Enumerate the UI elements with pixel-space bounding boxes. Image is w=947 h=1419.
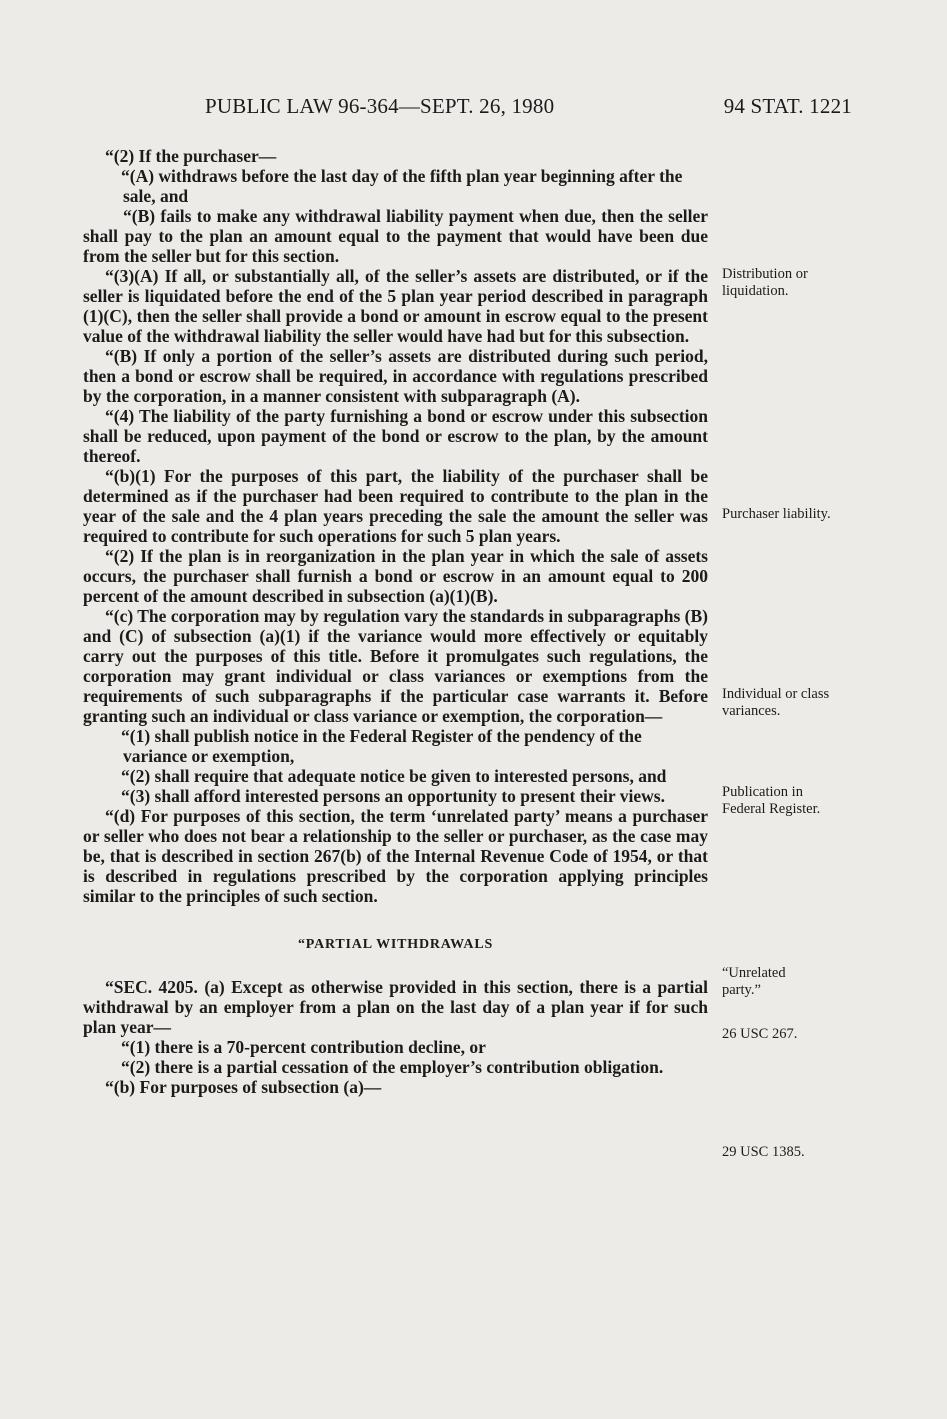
header-page-number: 94 STAT. 1221	[723, 94, 852, 118]
sec-4205-a-1: “(1) there is a 70-percent contribution decline, or	[121, 1037, 486, 1057]
para-c-3: “(3) shall afford interested persons an opportunity to present their views.	[121, 786, 665, 806]
para-4: “(4) The liability of the party furnishing a bond or escrow under this subsection shall be reduced, upon payment of the bond or escrow to the plan, by the amount thereof.	[83, 406, 708, 466]
para-3-A: “(3)(A) If all, or substantially all, of the seller’s assets are distributed, or if the seller is liquidated before the end of the 5 plan year period described in paragraph (1)(C), then the seller shall provide a bond or amount in escrow equal to the present value of the withdrawal liability the seller would have had but for this subsection.	[83, 266, 708, 346]
para-3-B: “(B) If only a portion of the seller’s assets are distributed during such period, then a bond or escrow shall be required, in accordance with regulations prescribed by the corporation, in a manner consistent with subparagraph (A).	[83, 346, 708, 406]
para-2-B: “(B) fails to make any withdrawal liability payment when due, then the seller shall pay to the plan an amount equal to the payment that would have been due from the seller but for this section.	[83, 206, 708, 266]
statute-body	[83, 146, 708, 1097]
para-b-1: “(b)(1) For the purposes of this part, the liability of the purchaser shall be determined as if the purchaser had been required to contribute to the plan in the year of the sale and the 4 plan years preceding the sale the amount the seller was required to contribute for such operations for such 5 plan years.	[83, 466, 708, 546]
para-d: “(d) For purposes of this section, the term ‘unrelated party’ means a purchaser or seller who does not bear a relationship to the seller or purchaser, as the case may be, that is described in section 267(b) of the Internal Revenue Code of 1954, or that is described in regulations prescribed by the corporation applying principles similar to the principles of such section.	[83, 806, 708, 906]
header-law-date: PUBLIC LAW 96-364—SEPT. 26, 1980	[205, 94, 555, 118]
para-2-if-purchaser: “(2) If the purchaser—	[105, 146, 277, 166]
sec-4205-a-2: “(2) there is a partial cessation of the employer’s contribution obligation.	[121, 1057, 664, 1077]
sec-4205-b: “(b) For purposes of subsection (a)—	[105, 1077, 382, 1097]
margin-note-federal-register: Publication in Federal Register.	[722, 784, 821, 817]
section-heading: “PARTIAL WITHDRAWALS	[297, 937, 494, 952]
margin-note-unrelated-party: “Unrelated party.”	[722, 965, 786, 998]
para-2-A: “(A) withdraws before the last day of the fifth plan year beginning after the sale, and	[121, 166, 683, 206]
para-b-2: “(2) If the plan is in reorganization in the plan year in which the sale of assets occurs, the purchaser shall furnish a bond or escrow in an amount equal to 200 percent of the amount described in subsection (a)(1)(B).	[83, 546, 708, 606]
margin-note-purchaser-liability: Purchaser liability.	[722, 506, 831, 522]
para-c-2: “(2) shall require that adequate notice be given to interested persons, and	[121, 766, 667, 786]
para-c: “(c) The corporation may by regulation vary the standards in subparagraphs (B) and (C) of subsection (a)(1) if the variance would more effectively or equitably carry out the purposes of this title. Before it promulgates such regulations, the corporation may grant individual or class variances or exemptions from the requirements of such subparagraphs if the particular case warrants it. Before granting such an individual or class variance or exemption, the corporation—	[83, 606, 708, 726]
para-c-1: “(1) shall publish notice in the Federal Register of the pendency of the variance or exemption,	[121, 726, 642, 766]
margin-note-distribution: Distribution or liquidation.	[722, 266, 808, 299]
margin-note-variances: Individual or class variances.	[722, 686, 830, 719]
margin-note-26-usc-267: 26 USC 267.	[722, 1026, 798, 1042]
sec-4205-a: “SEC. 4205. (a) Except as otherwise provided in this section, there is a partial withdrawal by an employer from a plan on the last day of a plan year if for such plan year—	[83, 977, 708, 1037]
running-header	[90, 94, 852, 122]
margin-note-29-usc-1385: 29 USC 1385.	[722, 1144, 805, 1160]
